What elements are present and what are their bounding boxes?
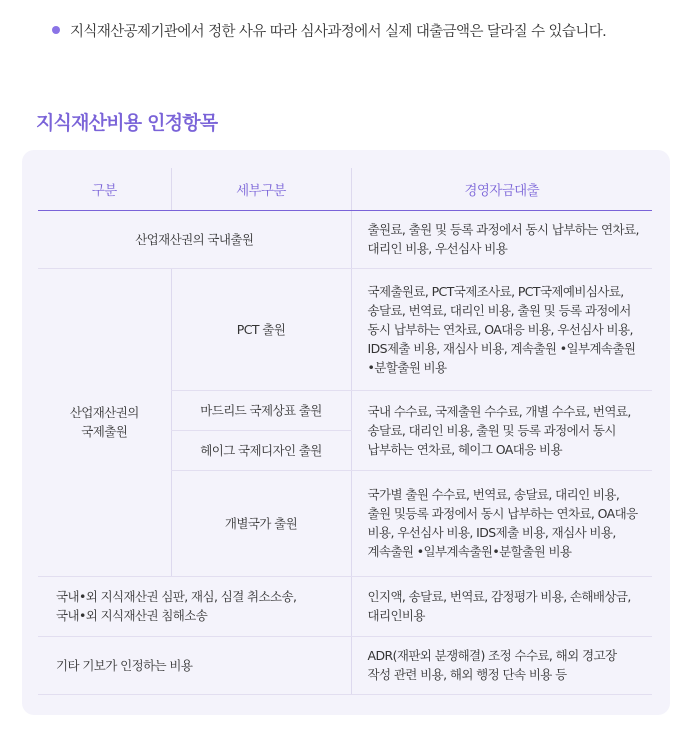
row-label-madrid: 마드리드 국제상표 출원	[171, 390, 351, 430]
notice-text: 지식재산공제기관에서 정한 사유 따라 심사과정에서 실제 대출금액은 달라질 수 있습니다.	[70, 23, 607, 40]
header-subcategory: 세부구분	[171, 168, 351, 210]
row-label-pct: PCT 출원	[171, 268, 351, 390]
row-desc-domestic: 출원료, 출원 및 등록 과정에서 동시 납부하는 연차료, 대리인 비용, 우선심사 비용	[351, 210, 652, 268]
row-label-litigation: 국내•외 지식재산권 심판, 재심, 심결 취소소송, 국내•외 지식재산권 침해소송	[38, 576, 351, 636]
table-row	[38, 636, 652, 694]
table-row	[38, 210, 652, 268]
table-row	[38, 268, 652, 390]
row-desc-pct: 국제출원료, PCT국제조사료, PCT국제예비심사료, 송달료, 번역료, 대리인 비용, 출원 및 등록 과정에서 동시 납부하는 연차료, OA대응 비용, 우선심사 비용, IDS제출 비용, 재심사 비용, 계속출원 •일부계속출원 •분할출원 비용	[351, 268, 652, 390]
header-category: 구분	[38, 168, 171, 210]
section-title: 지식재산비용 인정항목	[36, 112, 218, 134]
row-label-domestic: 산업재산권의 국내출원	[38, 210, 351, 268]
table-header-row	[38, 168, 652, 210]
row-desc-national: 국가별 출원 수수료, 번역료, 송달료, 대리인 비용, 출원 및등록 과정에서 동시 납부하는 연차료, OA대응 비용, 우선심사 비용, IDS제출 비용, 재심사 비용, 계속출원 •일부계속출원•분할출원 비용	[351, 470, 652, 576]
row-desc-other: ADR(재판외 분쟁해결) 조정 수수료, 해외 경고장 작성 관련 비용, 해외 행정 단속 비용 등	[351, 636, 652, 694]
row-label-national: 개별국가 출원	[171, 470, 351, 576]
notice	[52, 18, 606, 42]
row-desc-madrid-hague: 국내 수수료, 국제출원 수수료, 개별 수수료, 번역료, 송달료, 대리인 비용, 출원 및 등록 과정에서 동시 납부하는 연차료, 헤이그 OA대응 비용	[351, 390, 652, 470]
cost-table	[38, 168, 652, 695]
row-label-other: 기타 기보가 인정하는 비용	[38, 636, 351, 694]
table-row	[38, 576, 652, 636]
row-desc-litigation: 인지액, 송달료, 번역료, 감정평가 비용, 손해배상금, 대리인비용	[351, 576, 652, 636]
row-label-hague: 헤이그 국제디자인 출원	[171, 430, 351, 470]
header-business-loan: 경영자금대출	[351, 168, 652, 210]
bullet-dot-icon	[52, 26, 60, 34]
row-label-international: 산업재산권의 국제출원	[38, 268, 171, 576]
